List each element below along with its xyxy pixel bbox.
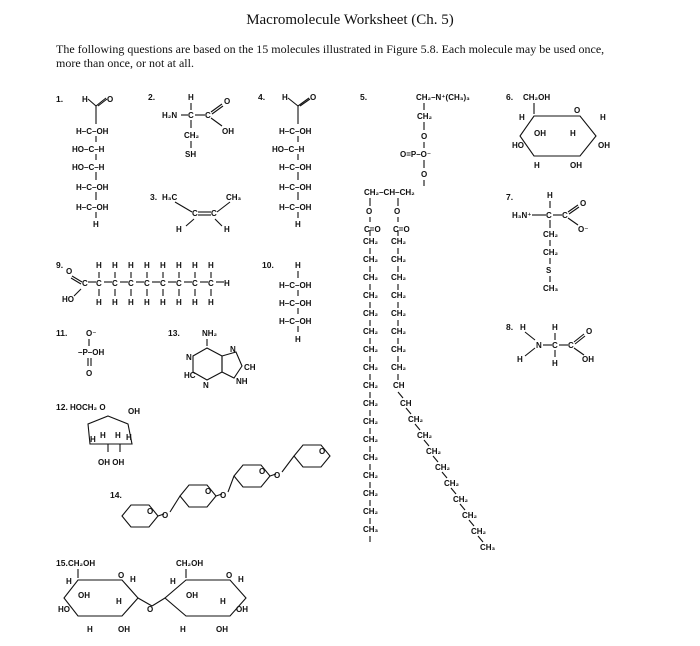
label-3: 3. (150, 192, 158, 202)
svg-text:CH₂OH: CH₂OH (176, 559, 204, 568)
svg-text:OH OH: OH OH (98, 458, 125, 467)
label-13: 13. (168, 328, 180, 338)
svg-text:C: C (562, 211, 568, 220)
svg-text:H: H (547, 191, 553, 200)
svg-text:CH₂: CH₂ (417, 112, 433, 121)
svg-text:N: N (186, 353, 192, 362)
label-4: 4. (258, 92, 266, 102)
svg-text:H: H (96, 298, 102, 307)
worksheet-title: Macromolecule Worksheet (Ch. 5) (246, 12, 454, 28)
svg-text:CH: CH (244, 363, 256, 372)
svg-text:CH: CH (400, 399, 412, 408)
svg-text:SH: SH (185, 150, 197, 159)
svg-text:CH₂: CH₂ (363, 345, 379, 354)
svg-text:H: H (295, 335, 301, 344)
svg-text:C: C (211, 209, 217, 218)
svg-text:CH₂: CH₂ (462, 511, 478, 520)
svg-text:H₃C: H₃C (162, 193, 178, 202)
svg-text:H: H (128, 261, 134, 270)
svg-text:C: C (112, 279, 118, 288)
svg-text:O: O (107, 95, 114, 104)
svg-text:CH₂: CH₂ (363, 327, 379, 336)
svg-text:H: H (115, 431, 121, 440)
svg-text:CH₂: CH₂ (363, 255, 379, 264)
svg-text:H–C–OH: H–C–OH (279, 299, 312, 308)
svg-text:O: O (319, 447, 326, 456)
svg-text:H: H (519, 113, 525, 122)
svg-text:OH: OH (118, 625, 130, 634)
molecule-2 (148, 92, 234, 159)
svg-text:H: H (520, 323, 526, 332)
svg-text:C: C (208, 279, 214, 288)
svg-text:O: O (310, 93, 317, 102)
svg-text:H–C–OH: H–C–OH (279, 183, 312, 192)
molecule-15 (56, 558, 248, 634)
svg-text:C: C (192, 279, 198, 288)
svg-text:H: H (87, 625, 93, 634)
svg-text:O: O (394, 207, 401, 216)
svg-text:CH₂: CH₂ (363, 309, 379, 318)
svg-text:OH: OH (216, 625, 228, 634)
svg-text:C=O: C=O (364, 225, 381, 234)
svg-text:OH: OH (186, 591, 198, 600)
svg-text:NH: NH (236, 377, 248, 386)
svg-text:H: H (126, 433, 132, 442)
svg-text:C: C (96, 279, 102, 288)
svg-text:HO–C–H: HO–C–H (72, 145, 105, 154)
svg-text:H: H (295, 220, 301, 229)
molecule-11 (56, 328, 104, 378)
svg-text:CH₂: CH₂ (363, 417, 379, 426)
svg-text:OH: OH (582, 355, 594, 364)
svg-text:H: H (188, 93, 194, 102)
svg-text:CH₃: CH₃ (363, 525, 379, 534)
svg-text:H: H (96, 261, 102, 270)
svg-text:H–C–OH: H–C–OH (279, 317, 312, 326)
svg-text:CH₂–CH–CH₂: CH₂–CH–CH₂ (364, 188, 415, 197)
svg-text:H: H (208, 298, 214, 307)
svg-text:HC: HC (184, 371, 196, 380)
label-14: 14. (110, 490, 122, 500)
svg-text:O: O (366, 207, 373, 216)
label-12: 12. (56, 402, 68, 412)
svg-text:N: N (536, 341, 542, 350)
molecule-4 (258, 92, 316, 229)
svg-text:H: H (112, 261, 118, 270)
svg-text:CH₂: CH₂ (391, 345, 407, 354)
svg-text:CH₂: CH₂ (391, 255, 407, 264)
svg-text:CH₂–N⁺(CH₃)₃: CH₂–N⁺(CH₃)₃ (416, 93, 470, 102)
svg-text:C=O: C=O (393, 225, 410, 234)
label-5: 5. (360, 92, 368, 102)
svg-text:H: H (220, 597, 226, 606)
svg-text:H: H (130, 575, 136, 584)
svg-text:O: O (147, 507, 154, 516)
svg-text:C: C (160, 279, 166, 288)
svg-text:H: H (170, 577, 176, 586)
svg-text:OH: OH (128, 407, 140, 416)
molecule-10 (262, 260, 312, 344)
label-2: 2. (148, 92, 156, 102)
svg-text:CH₃: CH₃ (480, 543, 496, 552)
svg-text:C: C (82, 279, 88, 288)
svg-text:CH₂: CH₂ (435, 463, 451, 472)
svg-text:H: H (176, 225, 182, 234)
molecule-5 (360, 92, 496, 552)
svg-text:CH₂: CH₂ (363, 399, 379, 408)
svg-text:CH₂OH: CH₂OH (68, 559, 96, 568)
svg-text:–P–OH: –P–OH (78, 348, 105, 357)
svg-text:H: H (224, 279, 230, 288)
svg-text:O: O (574, 106, 581, 115)
svg-text:CH₂: CH₂ (363, 237, 379, 246)
svg-text:O: O (586, 327, 593, 336)
svg-text:H: H (295, 261, 301, 270)
molecule-12 (56, 402, 140, 467)
molecule-3 (150, 192, 242, 234)
svg-text:OH: OH (78, 591, 90, 600)
svg-text:CH₂: CH₂ (363, 381, 379, 390)
svg-text:CH₂: CH₂ (391, 363, 407, 372)
svg-text:O: O (118, 571, 125, 580)
svg-text:CH₂: CH₂ (363, 453, 379, 462)
svg-text:H: H (180, 625, 186, 634)
svg-text:CH₂: CH₂ (426, 447, 442, 456)
svg-text:H: H (116, 597, 122, 606)
svg-text:O: O (66, 267, 73, 276)
svg-text:H: H (144, 298, 150, 307)
svg-text:HO: HO (512, 141, 524, 150)
svg-text:C: C (176, 279, 182, 288)
svg-text:CH₂: CH₂ (363, 507, 379, 516)
svg-text:C: C (128, 279, 134, 288)
svg-text:CH₂: CH₂ (408, 415, 424, 424)
svg-text:H–C–OH: H–C–OH (76, 203, 109, 212)
svg-text:H: H (208, 261, 214, 270)
svg-text:O: O (421, 170, 428, 179)
molecule-1 (56, 94, 113, 229)
svg-text:O=P–O⁻: O=P–O⁻ (400, 150, 432, 159)
svg-text:OH: OH (534, 129, 546, 138)
svg-text:CH₂: CH₂ (363, 489, 379, 498)
svg-text:CH₂: CH₂ (471, 527, 487, 536)
svg-text:CH₂: CH₂ (363, 471, 379, 480)
svg-text:CH₃: CH₃ (226, 193, 242, 202)
svg-text:H: H (534, 161, 540, 170)
label-10: 10. (262, 260, 274, 270)
svg-text:O: O (274, 471, 281, 480)
svg-text:CH₂: CH₂ (391, 327, 407, 336)
svg-text:HOCH₂ O: HOCH₂ O (70, 403, 106, 412)
svg-text:H: H (160, 261, 166, 270)
svg-text:CH₂OH: CH₂OH (523, 93, 551, 102)
svg-text:CH₂: CH₂ (391, 273, 407, 282)
svg-text:CH₂: CH₂ (363, 291, 379, 300)
label-1: 1. (56, 94, 64, 104)
svg-text:CH: CH (393, 381, 405, 390)
svg-text:CH₂: CH₂ (363, 363, 379, 372)
svg-text:CH₂: CH₂ (391, 291, 407, 300)
svg-text:HO–C–H: HO–C–H (272, 145, 305, 154)
svg-text:H: H (144, 261, 150, 270)
svg-text:O: O (226, 571, 233, 580)
svg-text:O: O (147, 605, 154, 614)
svg-text:CH₂: CH₂ (391, 309, 407, 318)
svg-text:H: H (570, 129, 576, 138)
svg-text:NH₂: NH₂ (202, 329, 218, 338)
svg-text:O: O (205, 487, 212, 496)
svg-text:H: H (90, 435, 96, 444)
svg-text:CH₂: CH₂ (417, 431, 433, 440)
svg-text:O: O (224, 97, 231, 106)
svg-text:CH₂: CH₂ (543, 230, 559, 239)
svg-text:CH₂: CH₂ (363, 435, 379, 444)
svg-text:N: N (230, 345, 236, 354)
svg-text:H–C–OH: H–C–OH (76, 183, 109, 192)
svg-text:C: C (552, 341, 558, 350)
molecule-13 (168, 328, 256, 390)
molecule-9 (56, 260, 230, 307)
svg-text:H: H (160, 298, 166, 307)
svg-text:HO: HO (58, 605, 70, 614)
svg-text:H: H (176, 261, 182, 270)
svg-text:H: H (552, 359, 558, 368)
svg-text:CH₂: CH₂ (444, 479, 460, 488)
svg-text:H: H (176, 298, 182, 307)
svg-text:H: H (192, 298, 198, 307)
svg-text:H: H (282, 93, 288, 102)
svg-text:O: O (220, 491, 227, 500)
svg-text:H: H (82, 95, 88, 104)
label-7: 7. (506, 192, 514, 202)
svg-text:H: H (224, 225, 230, 234)
label-15: 15. (56, 558, 68, 568)
svg-text:S: S (546, 266, 552, 275)
svg-text:H: H (238, 575, 244, 584)
svg-text:H: H (600, 113, 606, 122)
molecule-6 (506, 92, 610, 170)
svg-text:C: C (205, 111, 211, 120)
worksheet-intro: The following questions are based on the 15 molecules illustrated in Figure 5.8. Each molecule may be used once, more than once, or not at all. (56, 42, 605, 70)
svg-text:CH₃: CH₃ (543, 284, 559, 293)
svg-text:H: H (66, 577, 72, 586)
svg-text:H: H (112, 298, 118, 307)
molecule-7 (506, 191, 588, 293)
molecule-14 (110, 445, 330, 527)
label-11: 11. (56, 328, 68, 338)
label-9: 9. (56, 260, 64, 270)
svg-text:O: O (259, 467, 266, 476)
svg-text:O: O (580, 199, 587, 208)
svg-text:H–C–OH: H–C–OH (279, 127, 312, 136)
svg-text:O: O (162, 511, 169, 520)
svg-text:CH₂: CH₂ (184, 131, 200, 140)
svg-text:H: H (517, 355, 523, 364)
svg-text:O: O (421, 132, 428, 141)
label-6: 6. (506, 92, 514, 102)
svg-text:H: H (552, 323, 558, 332)
svg-text:HO: HO (62, 295, 74, 304)
svg-text:CH₂: CH₂ (543, 248, 559, 257)
svg-text:H: H (128, 298, 134, 307)
svg-text:N: N (203, 381, 209, 390)
svg-text:C: C (192, 209, 198, 218)
svg-text:C: C (188, 111, 194, 120)
svg-text:CH₂: CH₂ (363, 273, 379, 282)
label-8: 8. (506, 322, 514, 332)
svg-text:H–C–OH: H–C–OH (279, 203, 312, 212)
svg-text:H: H (100, 431, 106, 440)
svg-text:CH₂: CH₂ (391, 237, 407, 246)
svg-text:C: C (568, 341, 574, 350)
svg-text:O⁻: O⁻ (578, 225, 589, 234)
svg-text:H–C–OH: H–C–OH (279, 281, 312, 290)
svg-text:H–C–OH: H–C–OH (76, 127, 109, 136)
svg-text:CH₂: CH₂ (453, 495, 469, 504)
svg-text:OH: OH (598, 141, 610, 150)
svg-text:C: C (546, 211, 552, 220)
svg-text:OH: OH (222, 127, 234, 136)
molecule-8 (506, 322, 594, 368)
svg-text:H₂N: H₂N (162, 111, 178, 120)
svg-text:H: H (93, 220, 99, 229)
svg-text:O: O (86, 369, 93, 378)
svg-text:H₃N⁺: H₃N⁺ (512, 211, 532, 220)
svg-text:OH: OH (236, 605, 248, 614)
svg-text:O⁻: O⁻ (86, 329, 97, 338)
svg-text:OH: OH (570, 161, 582, 170)
svg-text:HO–C–H: HO–C–H (72, 163, 105, 172)
svg-text:C: C (144, 279, 150, 288)
svg-text:H: H (192, 261, 198, 270)
svg-text:H–C–OH: H–C–OH (279, 163, 312, 172)
